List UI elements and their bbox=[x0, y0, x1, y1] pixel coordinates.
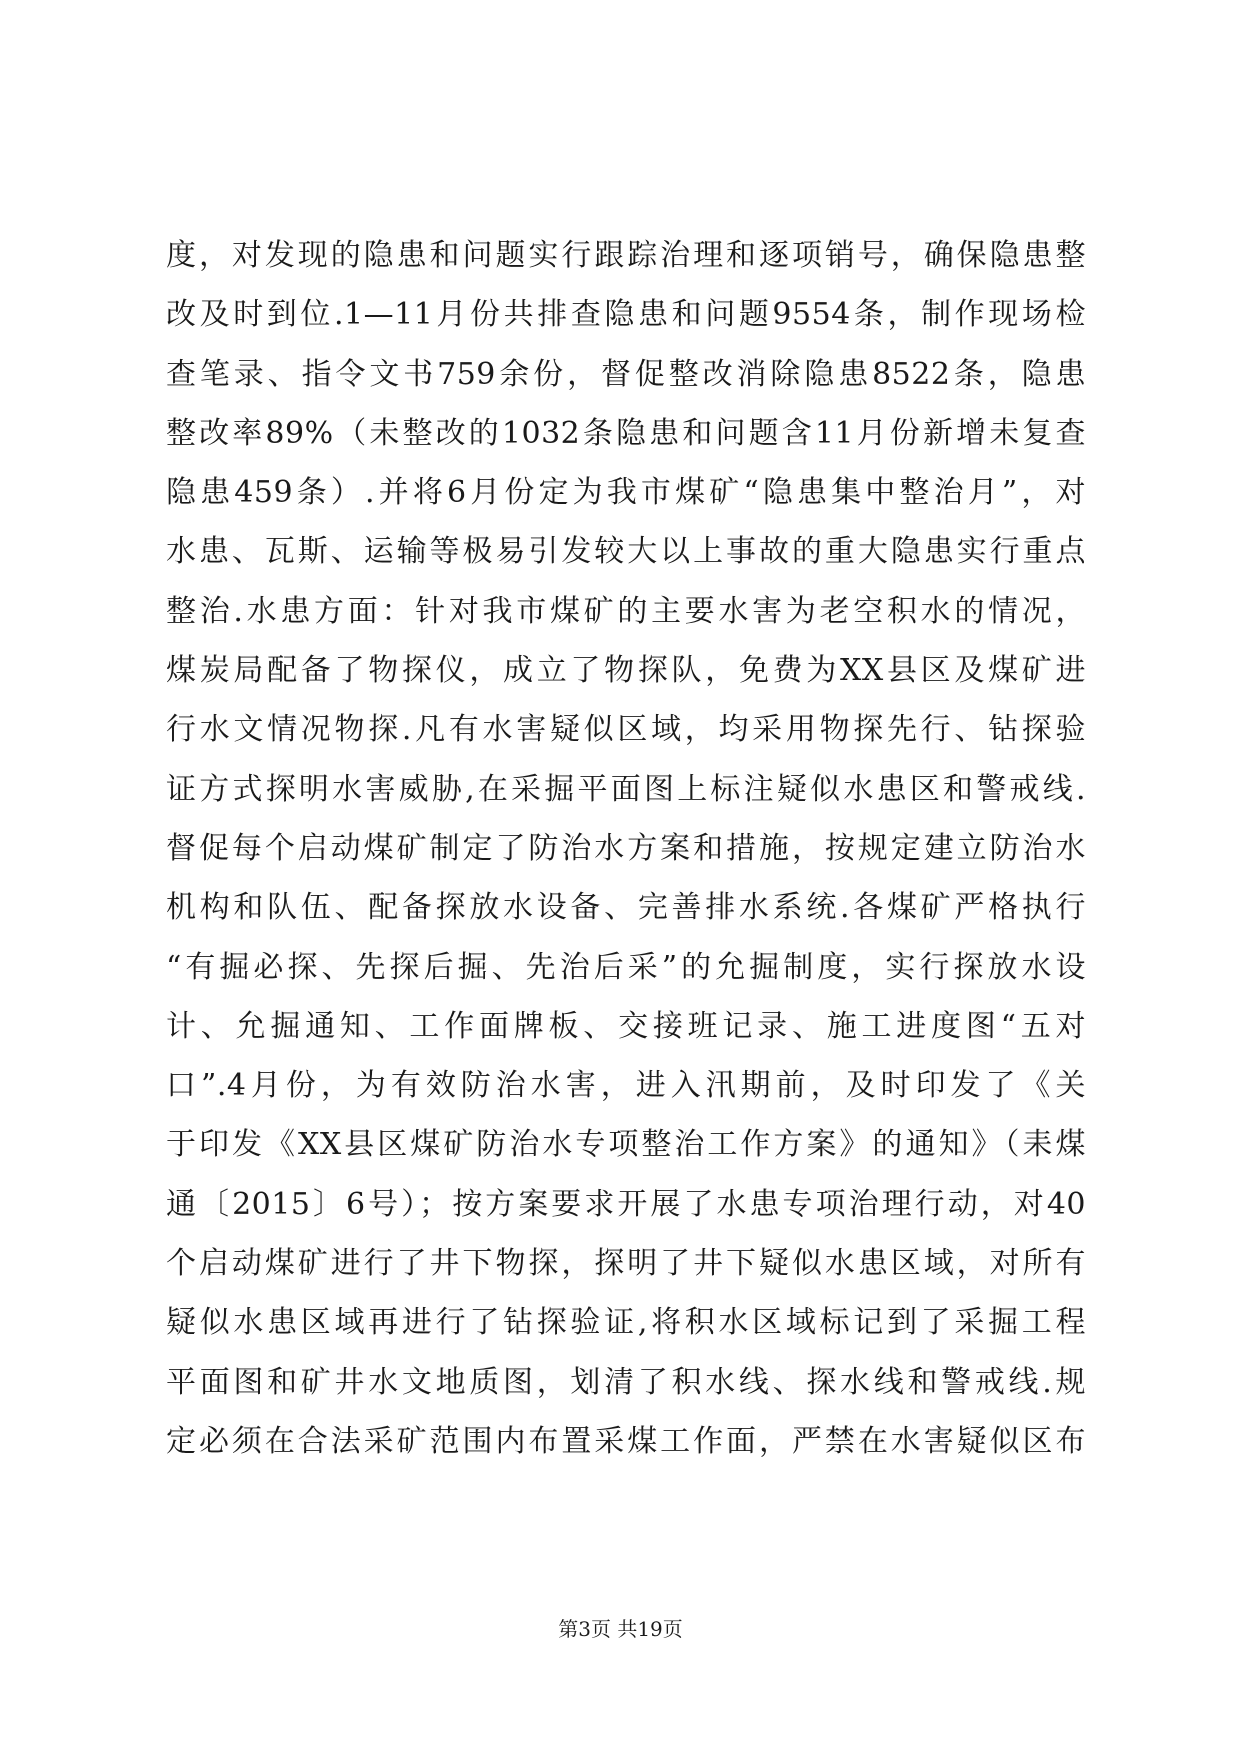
text-line: 隐患459条）.并将6月份定为我市煤矿“隐患集中整治月”，对 bbox=[166, 475, 1086, 511]
text-line: 口”.4月份，为有效防治水害，进入汛期前，及时印发了《关 bbox=[166, 1068, 1086, 1104]
text-line: 督促每个启动煤矿制定了防治水方案和措施，按规定建立防治水 bbox=[166, 830, 1086, 866]
body-text bbox=[166, 226, 1086, 1471]
text-line: 证方式探明水害威胁,在采掘平面图上标注疑似水患区和警戒线. bbox=[166, 771, 1086, 807]
text-line: 疑似水患区域再进行了钻探验证,将积水区域标记到了采掘工程 bbox=[166, 1305, 1086, 1341]
text-line: 整治.水患方面：针对我市煤矿的主要水害为老空积水的情况， bbox=[166, 593, 1086, 629]
text-line: 煤炭局配备了物探仪，成立了物探队，免费为XX县区及煤矿进 bbox=[166, 653, 1086, 689]
text-line: 个启动煤矿进行了井下物探，探明了井下疑似水患区域，对所有 bbox=[166, 1246, 1086, 1282]
text-line: 水患、瓦斯、运输等极易引发较大以上事故的重大隐患实行重点 bbox=[166, 534, 1086, 570]
text-line: 于印发《XX县区煤矿防治水专项整治工作方案》的通知》（耒煤 bbox=[166, 1127, 1086, 1163]
page-footer bbox=[0, 1617, 1241, 1641]
page-number-label: 第3页 共19页 bbox=[558, 1617, 683, 1641]
text-line: 行水文情况物探.凡有水害疑似区域，均采用物探先行、钻探验 bbox=[166, 712, 1086, 748]
text-line: 查笔录、指令文书759余份，督促整改消除隐患8522条，隐患 bbox=[166, 356, 1086, 392]
text-line: 度，对发现的隐患和问题实行跟踪治理和逐项销号，确保隐患整 bbox=[166, 238, 1086, 273]
text-line: 平面图和矿井水文地质图，划清了积水线、探水线和警戒线.规 bbox=[166, 1364, 1086, 1400]
text-line: 整改率89%（未整改的1032条隐患和问题含11月份新增未复查 bbox=[166, 415, 1086, 451]
text-line: 计、允掘通知、工作面牌板、交接班记录、施工进度图“五对 bbox=[166, 1008, 1086, 1044]
text-line: “有掘必探、先探后掘、先治后采”的允掘制度，实行探放水设 bbox=[166, 949, 1086, 985]
text-line: 改及时到位.1—11月份共排查隐患和问题9554条，制作现场检 bbox=[166, 297, 1086, 333]
text-line: 定必须在合法采矿范围内布置采煤工作面，严禁在水害疑似区布 bbox=[166, 1423, 1086, 1459]
text-line: 机构和队伍、配备探放水设备、完善排水系统.各煤矿严格执行 bbox=[166, 890, 1086, 926]
text-line: 通〔2015〕6号）；按方案要求开展了水患专项治理行动，对40 bbox=[166, 1186, 1086, 1222]
